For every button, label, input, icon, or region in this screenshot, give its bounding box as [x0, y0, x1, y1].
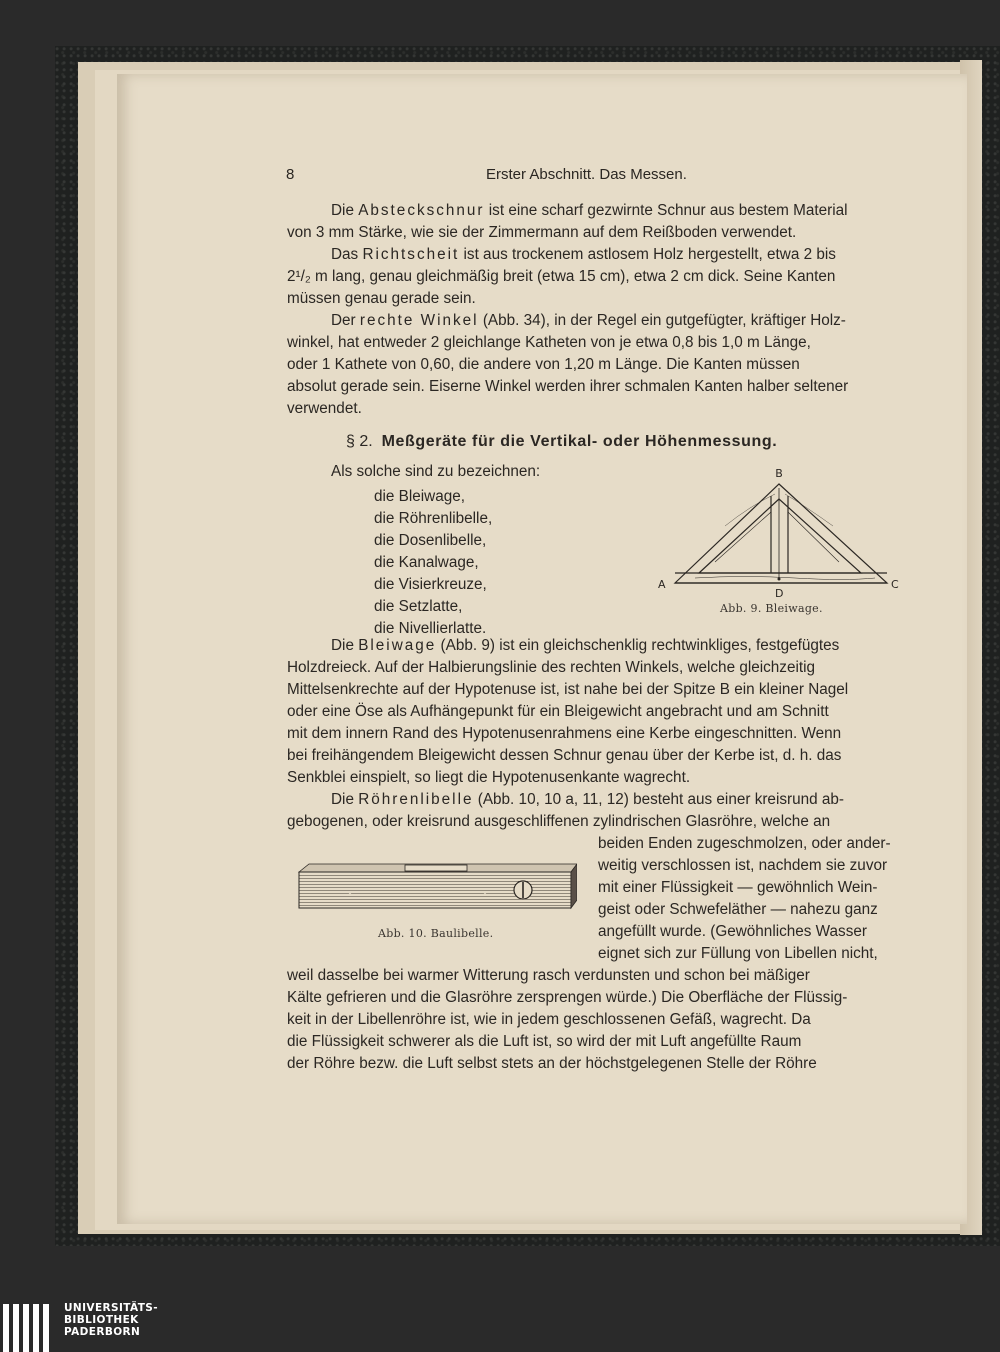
running-title: Erster Abschnitt. Das Messen.	[486, 166, 687, 183]
label-b: B	[775, 467, 783, 480]
figure-10-caption: Abb. 10. Baulibelle.	[378, 927, 494, 940]
paragraph-roehrenlibelle-wrap: beiden Enden zugeschmolzen, oder ander- weitig verschlossen ist, nachdem sie zuvor mit einer Flüssigkeit — gewöhnlich Wein- geist oder Schwefeläther — nahezu ganz angefüllt wurde. (Gewöhnliches Wasser eignet sich zur Füllung von Libellen nicht,	[598, 835, 891, 962]
list-item: die Bleiwage,	[374, 488, 465, 505]
list-item: die Nivellierlatte.	[374, 620, 487, 637]
list-item: die Röhrenlibelle,	[374, 510, 493, 527]
list-item: die Visierkreuze,	[374, 576, 487, 593]
paragraph-absteckschnur: Die Absteckschnur ist eine scharf gezwirnte Schnur aus bestem Material von 3 mm Stärke, wie sie der Zimmermann auf dem Reißboden verwendet.	[287, 202, 848, 241]
label-a: A	[658, 578, 666, 591]
section-number: § 2.	[346, 433, 373, 450]
figure-baulibelle-illustration	[295, 860, 577, 920]
section-heading	[346, 433, 777, 451]
section-title: Meßgeräte für die Vertikal- oder Höhenmessung.	[381, 433, 778, 450]
list-item: die Setzlatte,	[374, 598, 463, 615]
list-item: die Dosenlibelle,	[374, 532, 487, 549]
library-logo-icon	[0, 1302, 60, 1352]
library-name: UNIVERSITÄTS- BIBLIOTHEK PADERBORN	[64, 1302, 159, 1338]
list-item: die Kanalwage,	[374, 554, 479, 571]
figure-bleiwage-illustration	[655, 466, 905, 616]
paragraph-rechter-winkel: Der rechte Winkel (Abb. 34), in der Regel ein gutgefügter, kräftiger Holz- winkel, hat entweder 2 gleichlange Katheten von je etwa 0,8 bis 1,0 m Länge, oder 1 Kathete von 0,60, die andere von 1,20 m Länge. Die Kanten müssen absolut gerade sein. Eiserne Winkel werden ihrer schmalen Kanten halber seltener verwendet.	[287, 312, 849, 417]
page-number: 8	[286, 166, 295, 183]
paragraph-richtscheit: Das Richtscheit ist aus trockenem astlosem Holz hergestellt, etwa 2 bis 2¹/₂ m lang, genau gleichmäßig breit (etwa 15 cm), etwa 2 cm dick. Seine Kanten müssen genau gerade sein.	[287, 246, 836, 307]
label-d: D	[775, 587, 784, 600]
figure-9-caption: Abb. 9. Bleiwage.	[720, 602, 823, 615]
list-intro: Als solche sind zu bezeichnen:	[331, 463, 541, 480]
paragraph-roehrenlibelle-bottom: weil dasselbe bei warmer Witterung rasch verdunsten und schon bei mäßiger Kälte gefrieren und die Glasröhre zersprengen würde.) Die Oberfläche der Flüssig- keit in der Libellenröhre ist, wie in jedem geschlossenen Gefäß, wagrecht. Da die Flüssigkeit schwerer als die Luft ist, so wird der mit Luft angefüllte Raum der Röhre bezw. die Luft selbst stets an der höchstgelegenen Stelle der Röhre	[287, 967, 848, 1072]
instrument-list	[374, 486, 492, 640]
label-c: C	[891, 578, 899, 591]
paragraph-bleiwage: Die Bleiwage (Abb. 9) ist ein gleichschenklig rechtwinkliges, festgefügtes Holzdreieck. Auf der Halbierungslinie des rechten Winkels, welche gleichzeitig Mittelsenkrechte auf der Hypotenuse ist, ist nahe bei der Spitze B ein kleiner Nagel oder eine Öse als Aufhängepunkt für ein Bleigewicht angebracht und am Schnitt mit dem innern Rand des Hypotenusenrahmens eine Kerbe eingeschnitten. Wenn bei freihängendem Bleigewicht dessen Schnur genau über der Kerbe ist, d. h. das Senkblei einspielt, so liegt die Hypotenusenkante wagrecht.	[287, 637, 849, 786]
paragraph-roehrenlibelle-top: Die Röhrenlibelle (Abb. 10, 10 a, 11, 12) besteht aus einer kreisrund ab- gebogenen, oder kreisrund ausgeschliffenen zylindrischen Glasröhre, welche an	[287, 791, 844, 830]
